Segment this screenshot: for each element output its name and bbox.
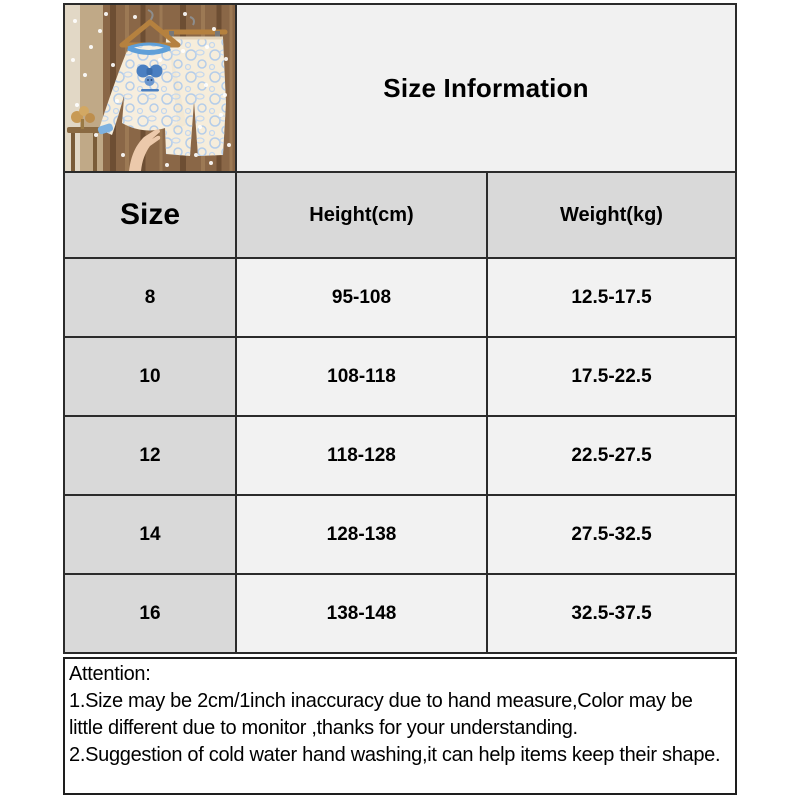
table-row-weight-value: 17.5-22.5: [488, 338, 735, 415]
table-row-size-value: 12: [65, 417, 235, 494]
pajama-photo-illustration: [65, 5, 235, 171]
product-photo: [65, 5, 235, 171]
attention-notes: [63, 657, 737, 795]
table-row-weight-value: 27.5-32.5: [488, 496, 735, 573]
table-row-weight-value: 22.5-27.5: [488, 417, 735, 494]
page-title: Size Information: [237, 5, 735, 171]
table-row-height-value: 128-138: [237, 496, 486, 573]
attention-heading: Attention:: [69, 663, 151, 685]
table-row-size-value: 10: [65, 338, 235, 415]
column-header-weight: Weight(kg): [488, 173, 735, 257]
table-row-height-value: 95-108: [237, 259, 486, 336]
attention-note-2: 2.Suggestion of cold water hand washing,it can help items keep their shape.: [69, 744, 721, 766]
table-row-weight-value: 12.5-17.5: [488, 259, 735, 336]
table-row-size-value: 14: [65, 496, 235, 573]
table-row-height-value: 118-128: [237, 417, 486, 494]
table-row-weight-value: 32.5-37.5: [488, 575, 735, 652]
table-row-size-value: 8: [65, 259, 235, 336]
table-row-height-value: 108-118: [237, 338, 486, 415]
attention-note-1: 1.Size may be 2cm/1inch inaccuracy due to hand measure,Color may be little different due to monitor ,thanks for your understanding.: [69, 690, 693, 739]
size-chart-table: [63, 3, 737, 654]
column-header-size: Size: [65, 173, 235, 257]
table-row-size-value: 16: [65, 575, 235, 652]
column-header-height: Height(cm): [237, 173, 486, 257]
table-row-height-value: 138-148: [237, 575, 486, 652]
